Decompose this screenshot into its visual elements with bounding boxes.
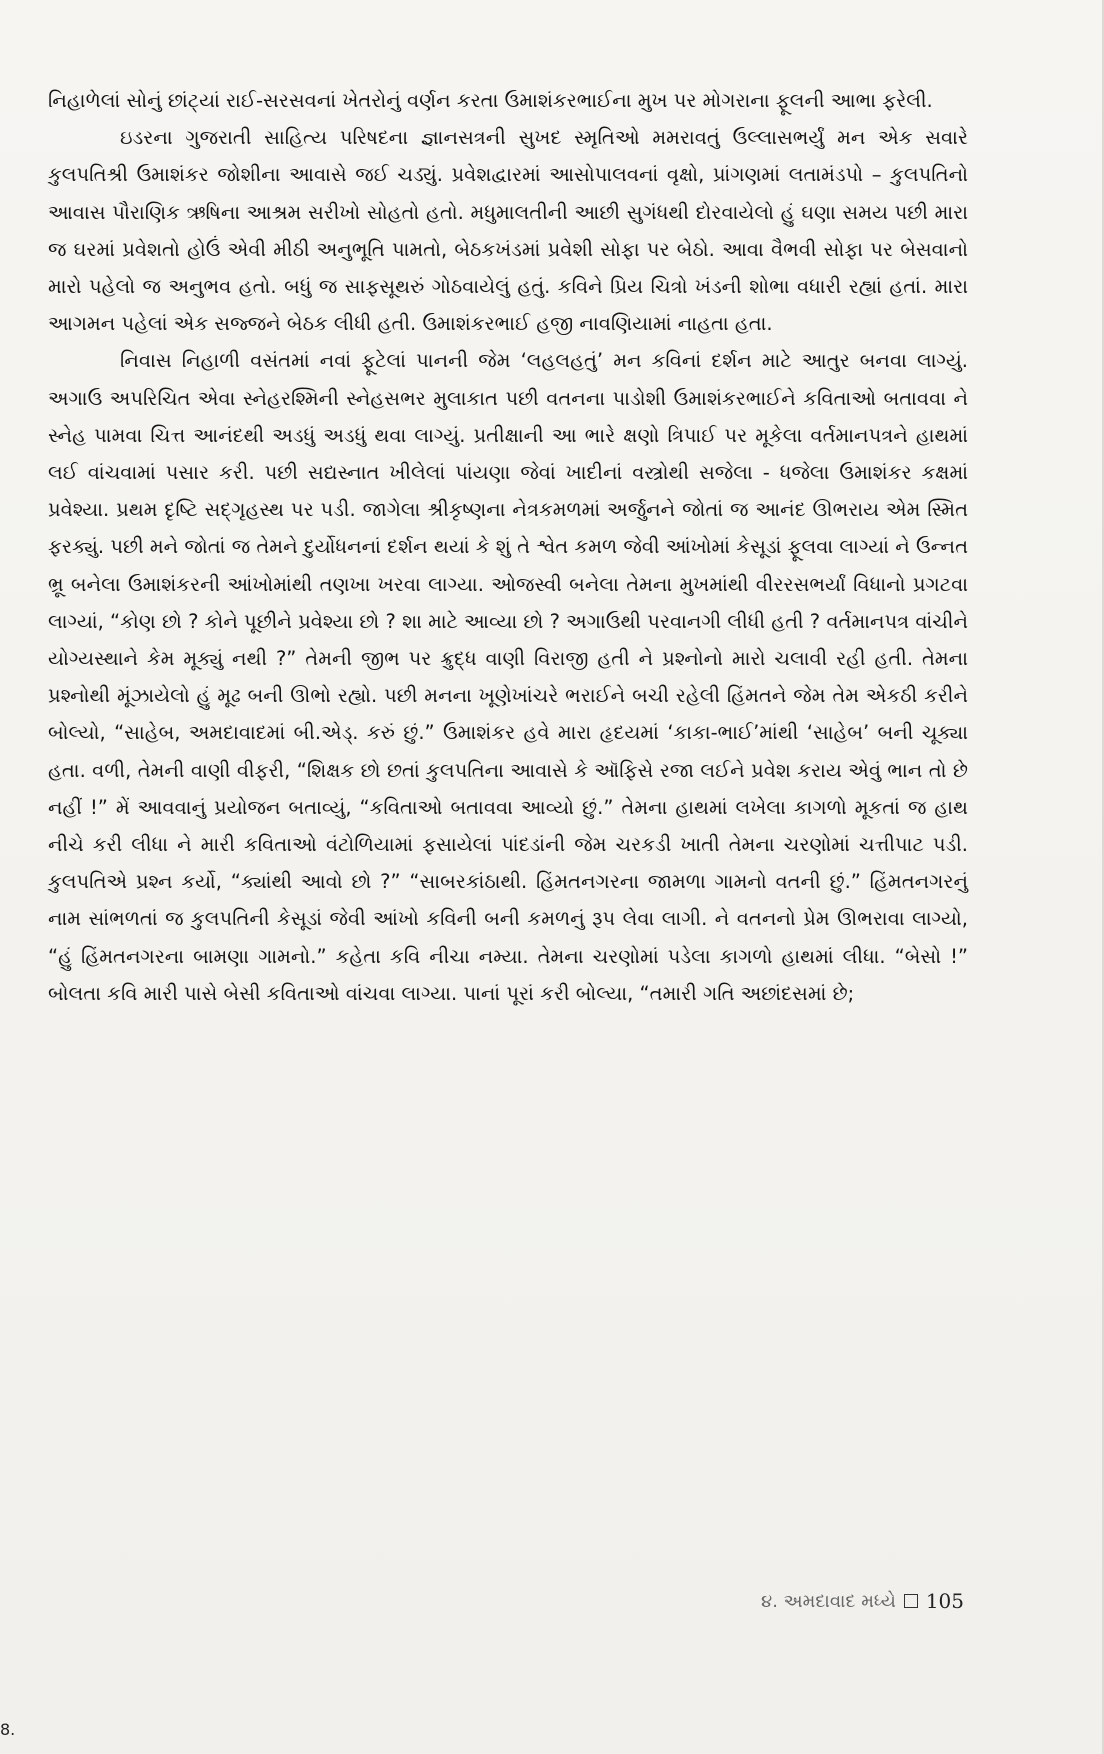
box-icon	[904, 1594, 918, 1608]
body-text	[48, 82, 968, 1012]
paragraph-meeting-umashankar: નિવાસ નિહાળી વસંતમાં નવાં ફૂટેલાં પાનની જેમ ‘લહલહતું’ મન કવિનાં દર્શન માટે આતુર બનવા લાગ્યું. અગાઉ અપરિચિત એવા સ્નેહરશ્મિની સ્નેહસભર મુલાકાત પછી વતનના પાડોશી ઉમાશંકરભાઈને કવિતાઓ બતાવવા ને સ્નેહ પામવા ચિત્ત આનંદથી અડધું અડધું થવા લાગ્યું. પ્રતીક્ષાની આ ભારે ક્ષણો ત્રિપાઈ પર મૂકેલા વર્તમાનપત્રને હાથમાં લઈ વાંચવામાં પસાર કરી. પછી સદ્યસ્નાત ખીલેલાં પાંયણા જેવાં ખાદીનાં વસ્ત્રોથી સજેલા - ધજેલા ઉમાશંકર કક્ષમાં પ્રવેશ્યા. પ્રથમ દૃષ્ટિ સદ્‌ગૃહસ્થ પર પડી. જાગેલા શ્રીકૃષ્ણના નેત્રકમળમાં અર્જુનને જોતાં જ આનંદ ઊભરાય એમ સ્મિત ફરક્યું. પછી મને જોતાં જ તેમને દુર્યોધનનાં દર્શન થયાં કે શું તે શ્વેત કમળ જેવી આંખોમાં કેસૂડાં ફૂલવા લાગ્યાં ને ઉન્નત ભ્રૂ બનેલા ઉમાશંકરની આંખોમાંથી તણખા ખરવા લાગ્યા. ઓજસ્વી બનેલા તેમના મુખમાંથી વીરરસભર્યાં વિધાનો પ્રગટવા લાગ્યાં, “કોણ છો ? કોને પૂછીને પ્રવેશ્યા છો ? શા માટે આવ્યા છો ? અગાઉથી પરવાનગી લીધી હતી ? વર્તમાનપત્ર વાંચીને યોગ્યસ્થાને કેમ મૂક્યું નથી ?” તેમની જીભ પર ક્રુદ્ધ વાણી વિરાજી હતી ને પ્રશ્નોનો મારો ચલાવી રહી હતી. તેમના પ્રશ્નોથી મૂંઝાયેલો હું મૂઢ બની ઊભો રહ્યો. પછી મનના ખૂણેખાંચરે ભરાઈને બચી રહેલી હિંમતને જેમ તેમ એકઠી કરીને બોલ્યો, “સાહેબ, અમદાવાદમાં બી.એડ્. કરું છું.” ઉમાશંકર હવે મારા હૃદયમાં ‘કાકા-ભાઈ’માંથી ‘સાહેબ’ બની ચૂક્યા હતા. વળી, તેમની વાણી વીફરી, “શિક્ષક છો છતાં કુલપતિના આવાસે કે ઑફિસે રજા લઈને પ્રવેશ કરાય એવું ભાન તો છે નહીં !” મેં આવવાનું પ્રયોજન બતાવ્યું, “કવિતાઓ બતાવવા આવ્યો છું.” તેમના હાથમાં લખેલા કાગળો મૂકતાં જ હાથ નીચે કરી લીધા ને મારી કવિતાઓ વંટોળિયામાં ફસાયેલાં પાંદડાંની જેમ ચરકડી ખાતી તેમના ચરણોમાં ચત્તીપાટ પડી. કુલપતિએ પ્રશ્ન કર્યો, “ક્યાંથી આવો છો ?” “સાબરકાંઠાથી. હિંમતનગરના જામળા ગામનો વતની છું.” હિંમતનગરનું નામ સાંભળતાં જ કુલપતિની કેસૂડાં જેવી આંખો કવિની બની કમળનું રૂપ લેવા લાગી. ને વતનનો પ્રેમ ઊભરાવા લાગ્યો, “હું હિંમતનગરના બામણા ગામનો.” કહેતા કવિ નીચા નમ્યા. તેમના ચરણોમાં પડેલા કાગળો હાથમાં લીધા. “બેસો !” બોલતા કવિ મારી પાસે બેસી કવિતાઓ વાંચવા લાગ્યા. પાનાં પૂરાં કરી બોલ્યા, “તમારી ગતિ અછાંદસમાં છે;	[48, 349, 968, 1005]
running-footer-section: ૪. અમદાવાદ મધ્યે	[761, 1590, 896, 1612]
paragraph-idar-visit: ઇડરના ગુજરાતી સાહિત્ય પરિષદના જ્ઞાનસત્રની સુખદ સ્મૃતિઓ મમરાવતું ઉલ્લાસભર્યું મન એક સવારે કુલપતિશ્રી ઉમાશંકર જોશીના આવાસે જઈ ચડ્યું. પ્રવેશદ્વારમાં આસોપાલવનાં વૃક્ષો, પ્રાંગણમાં લતામંડપો – કુલપતિનો આવાસ પૌરાણિક ઋષિના આશ્રમ સરીખો સોહતો હતો. મધુમાલતીની આછી સુગંધથી દોરવાયેલો હું ઘણા સમય પછી મારા જ ઘરમાં પ્રવેશતો હોઉં એવી મીઠી અનુભૂતિ પામતો, બેઠકખંડમાં પ્રવેશી સોફા પર બેઠો. આવા વૈભવી સોફા પર બેસવાનો મારો પહેલો જ અનુભવ હતો. બધું જ સાફસૂથરું ગોઠવાયેલું હતું. કવિને પ્રિય ચિત્રો ખંડની શોભા વધારી રહ્યાં હતાં. મારા આગમન પહેલાં એક સજ્જને બેઠક લીધી હતી. ઉમાશંકરભાઈ હજી નાવણિયામાં નાહતા હતા.	[48, 126, 968, 336]
page-footer	[761, 1589, 964, 1613]
page-number: 105	[925, 1589, 964, 1613]
paragraph-continued: નિહાળેલાં સોનું છાંટ્યાં રાઈ-સરસવનાં ખેતરોનું વર્ણન કરતા ઉમાશંકરભાઈના મુખ પર મોગરાના ફૂલની આભા ફરેલી.	[48, 89, 933, 112]
margin-mark: 8.	[0, 1720, 16, 1739]
